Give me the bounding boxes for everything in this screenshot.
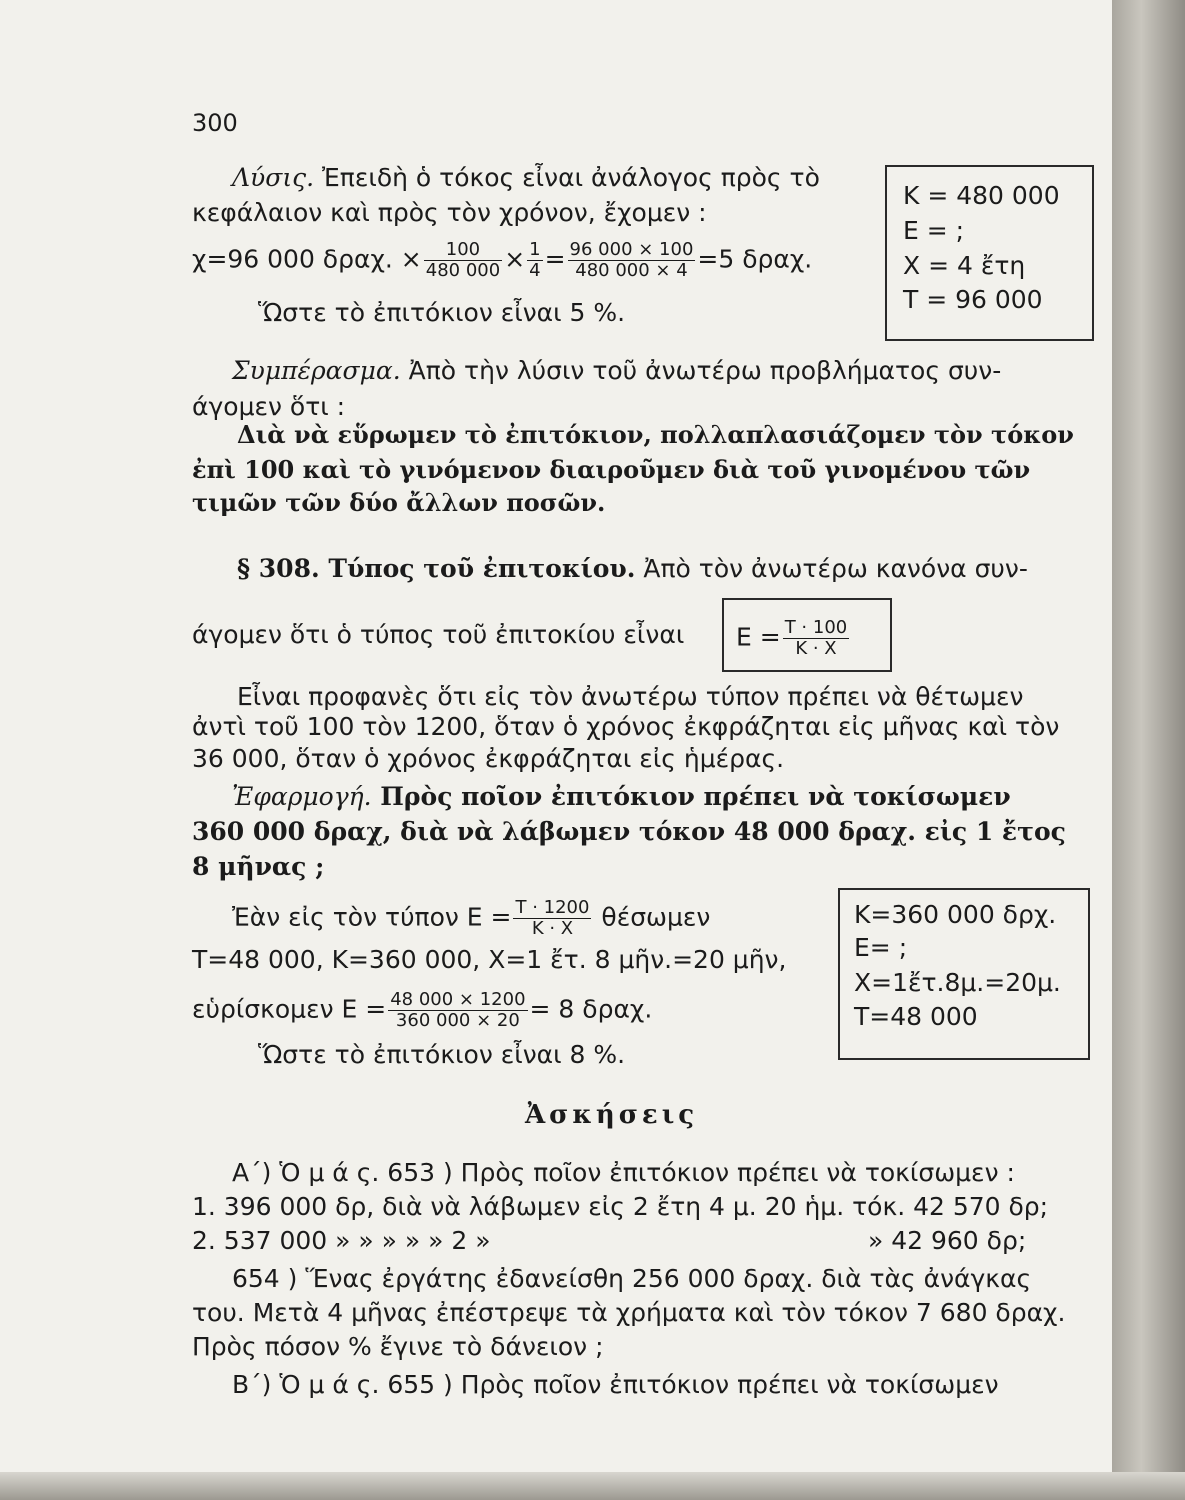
equation-suffix: =5 δραχ. <box>697 244 813 274</box>
exercises-title: Ἀσκήσεις <box>525 1100 699 1130</box>
page-number: 300 <box>192 109 238 137</box>
exercise-item-2: 2. 537 000 » » » » » 2 » <box>192 1226 491 1255</box>
step3-suffix: = 8 δραχ. <box>529 994 653 1024</box>
solution-equation <box>192 240 812 281</box>
box2-line: E= ; <box>854 933 908 962</box>
rule-line-1: Διὰ νὰ εὕρωμεν τὸ ἐπιτόκιον, πολλαπλασιάζομεν τὸν τόκον <box>237 420 1074 449</box>
exercise-group-a: Α΄) Ὁ μ ά ς. 653 ) Πρὸς ποῖον ἐπιτόκιον πρέπει νὰ τοκίσωμεν : <box>232 1158 1015 1187</box>
solution-text-1: Ἐπειδὴ ὁ τόκος εἶναι ἀνάλογος πρὸς τὸ <box>314 163 820 192</box>
application-result: Ὥστε τὸ ἐπιτόκιον εἶναι 8 %. <box>258 1040 626 1069</box>
exercise-item-1: 1. 396 000 δρ, διὰ νὰ λάβωμεν εἰς 2 ἔτη 4 μ. 20 ἡμ. τόκ. 42 570 δρ; <box>192 1192 1049 1221</box>
note-line-2: ἀντὶ τοῦ 100 τὸν 1200, ὅταν ὁ χρόνος ἐκφράζηται εἰς μῆνας καὶ τὸν <box>192 712 1060 741</box>
formula-fraction: $\frac{T \cdot 100}{K \cdot X}$ <box>784 617 848 659</box>
conclusion-line-2: άγομεν ὅτι : <box>192 392 346 421</box>
box2-line: X=1ἔτ.8μ.=20μ. <box>854 968 1061 997</box>
solution-line-1 <box>232 163 820 193</box>
step1-fraction: $\frac{T \cdot 1200}{K \cdot X}$ <box>515 897 590 939</box>
times-sign: × <box>504 244 526 274</box>
application-line-1 <box>232 782 1011 812</box>
step3-prefix: εὑρίσκομεν E = <box>192 994 387 1024</box>
formula-lhs: E = <box>736 622 781 652</box>
application-step-3 <box>192 990 652 1031</box>
application-step-2: T=48 000, K=360 000, X=1 ἔτ. 8 μῆν.=20 μῆν, <box>192 945 787 974</box>
equals-sign: = <box>544 244 566 274</box>
exercise-group-b: Β΄) Ὁ μ ά ς. 655 ) Πρὸς ποῖον ἐπιτόκιον πρέπει νὰ τοκίσωμεν <box>232 1370 999 1399</box>
step1-suffix: θέσωμεν <box>601 902 711 932</box>
formula <box>736 618 851 659</box>
exercise-654-line-1: 654 ) Ἕνας ἐργάτης ἐδανείσθη 256 000 δραχ. διὰ τὰς ἀνάγκας <box>232 1264 1032 1293</box>
section-308-line-1 <box>237 554 1028 584</box>
data-box-1 <box>885 165 1094 341</box>
rule-line-3: τιμῶν τῶν δύο ἄλλων ποσῶν. <box>192 488 606 517</box>
solution-label: Λύσις. <box>232 163 315 192</box>
conclusion-line-1 <box>232 356 1001 386</box>
section-308-line-2: άγομεν ὅτι ὁ τύπος τοῦ ἐπιτοκίου εἶναι <box>192 620 685 649</box>
solution-result: Ὥστε τὸ ἐπιτόκιον εἶναι 5 %. <box>258 298 626 327</box>
conclusion-label: Συμπέρασμα. <box>232 356 401 385</box>
box2-line: T=48 000 <box>854 1002 978 1031</box>
fraction-1: $\frac{100}{480 000}$ <box>425 239 501 281</box>
application-line-3: 8 μῆνας ; <box>192 852 325 881</box>
exercise-654-line-2: του. Μετὰ 4 μῆνας ἐπέστρεψε τὰ χρήματα καὶ τὸν τόκον 7 680 δραχ. <box>192 1298 1066 1327</box>
book-spine <box>1112 0 1185 1500</box>
box1-line: T = 96 000 <box>903 285 1043 314</box>
page-bottom-edge <box>0 1472 1185 1500</box>
fraction-3: $\frac{96 000 \times 100}{480 000 \times 4}$ <box>569 239 694 281</box>
section-heading: § 308. Τύπος τοῦ ἐπιτοκίου. <box>237 554 636 583</box>
box1-line: E = ; <box>903 216 965 245</box>
application-step-1 <box>232 898 710 939</box>
note-line-1: Εἶναι προφανὲς ὅτι εἰς τὸν ἀνωτέρω τύπον πρέπει νὰ θέτωμεν <box>237 682 1024 711</box>
fraction-2: $\frac{1}{4}$ <box>529 239 541 281</box>
formula-box <box>722 598 892 672</box>
rule-line-2: ἐπὶ 100 καὶ τὸ γινόμενον διαιροῦμεν διὰ τοῦ γινομένου τῶν <box>192 455 1031 484</box>
exercise-item-2-value: » 42 960 δρ; <box>868 1226 1027 1255</box>
step1-prefix: Ἐὰν εἰς τὸν τύπον E = <box>232 902 512 932</box>
application-line-2: 360 000 δραχ, διὰ νὰ λάβωμεν τόκον 48 000 δραχ. εἰς 1 ἔτος <box>192 817 1066 846</box>
note-line-3: 36 000, ὅταν ὁ χρόνος ἐκφράζηται εἰς ἡμέρας. <box>192 744 785 773</box>
step3-fraction: $\frac{48 000 \times 1200}{360 000 \times 20}$ <box>390 989 526 1031</box>
application-label: Ἐφαρμογή. <box>232 782 372 811</box>
box1-line: X = 4 ἔτη <box>903 251 1026 280</box>
equation-prefix: χ=96 000 δραχ. × <box>192 244 422 274</box>
box1-line: K = 480 000 <box>903 181 1060 210</box>
box2-line: K=360 000 δρχ. <box>854 900 1057 929</box>
conclusion-text-1: Ἀπὸ τὴν λύσιν τοῦ ἀνωτέρω προβλήματος συν- <box>400 356 1002 385</box>
section-text-1: Ἀπὸ τὸν ἀνωτέρω κανόνα συν- <box>635 554 1028 583</box>
solution-line-2: κεφάλαιον καὶ πρὸς τὸν χρόνον, ἔχομεν : <box>192 198 707 227</box>
data-box-2 <box>838 888 1090 1060</box>
exercise-654-line-3: Πρὸς πόσον % ἔγινε τὸ δάνειον ; <box>192 1332 604 1361</box>
application-text-1: Πρὸς ποῖον ἐπιτόκιον πρέπει νὰ τοκίσωμεν <box>371 782 1011 811</box>
